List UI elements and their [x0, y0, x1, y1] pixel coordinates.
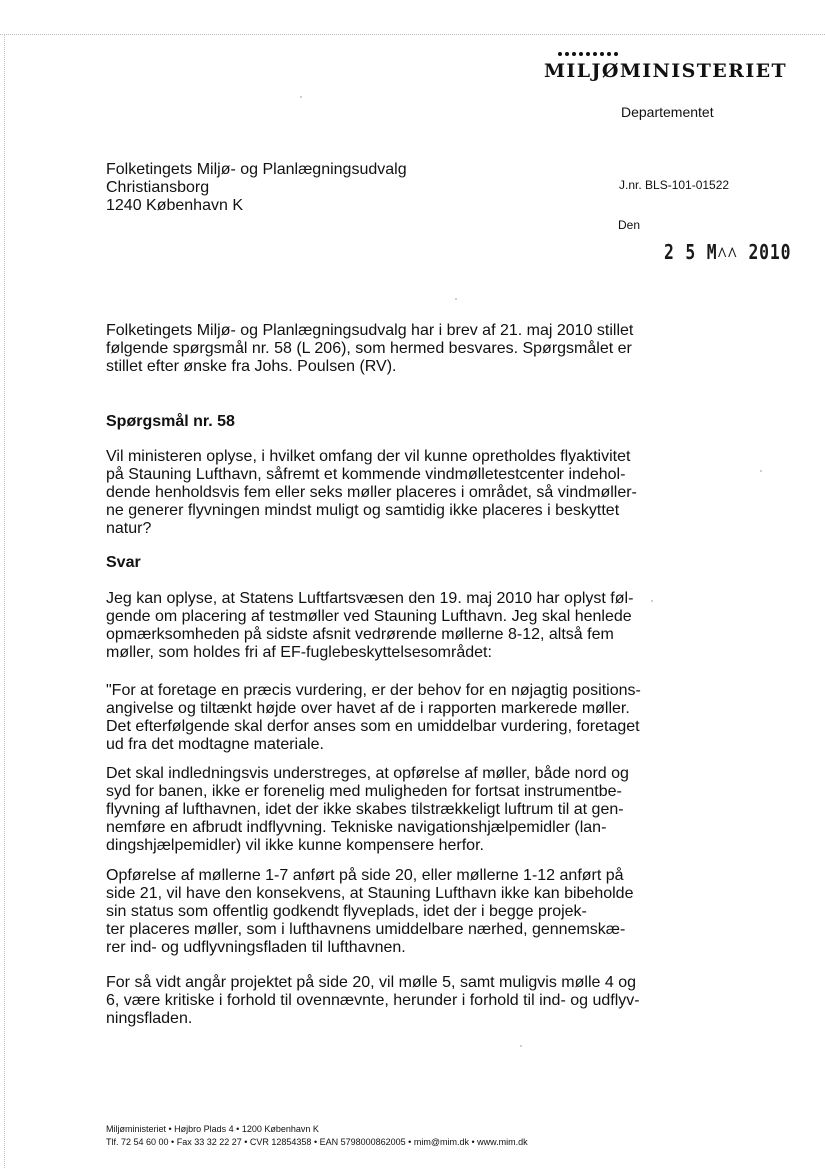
text-line: 6, være kritiske i forhold til ovennævnte, herunder i forhold til ind- og udflyv- — [106, 992, 640, 1009]
answer-paragraph-2 — [106, 682, 641, 754]
text-line: Det skal indledningsvis understreges, at opførelse af møller, både nord og — [106, 765, 629, 782]
answer-paragraph-3 — [106, 765, 629, 855]
answer-paragraph-5 — [106, 974, 640, 1028]
intro-paragraph — [106, 322, 634, 376]
date-stamp: 2 5 M˄˄ 2010 — [664, 240, 792, 264]
text-line: Opførelse af møllerne 1-7 anført på side 20, eller møllerne 1-12 anført på — [106, 867, 624, 884]
text-line: flyvning af lufthavnen, idet der ikke skabes tilstrækkeligt luftrum til at gen- — [106, 801, 624, 818]
text-line: Folketingets Miljø- og Planlægningsudvalg har i brev af 21. maj 2010 stillet — [106, 322, 634, 339]
text-line: ningsfladen. — [106, 1010, 193, 1027]
scan-edge-left — [4, 34, 5, 1168]
text-line: på Stauning Lufthavn, såfremt et kommende vindmølletestcenter indehol- — [106, 466, 626, 483]
date-label: Den — [618, 218, 641, 232]
scan-speck — [651, 600, 653, 602]
text-line: Jeg kan oplyse, at Statens Luftfartsvæsen den 19. maj 2010 har oplyst føl- — [106, 590, 634, 607]
text-line: rer ind- og udflyvningsfladen til lufthavnen. — [106, 939, 406, 956]
text-line: sin status som offentlig godkendt flyveplads, idet der i begge projek- — [106, 903, 587, 920]
journal-number: J.nr. BLS-101-01522 — [619, 178, 730, 192]
letterhead-logo-dots — [558, 52, 628, 58]
text-line: nemføre en afbrudt indflyvning. Tekniske navigationshjælpemidler (lan- — [106, 819, 607, 836]
text-line: ter placeres møller, som i lufthavnens umiddelbare nærhed, gennemskæ- — [106, 921, 626, 938]
text-line: ne generer flyvningen mindst muligt og samtidig ikke placeres i beskyttet — [106, 502, 620, 519]
answer-paragraph-1 — [106, 590, 634, 662]
question-paragraph — [106, 448, 637, 538]
text-line: stillet efter ønske fra Johs. Poulsen (RV). — [106, 358, 397, 375]
text-line: dende henholdsvis fem eller seks møller placeres i området, så vindmøller- — [106, 484, 637, 501]
text-line: dingshjælpemidler) vil ikke kunne kompensere herfor. — [106, 837, 484, 854]
text-line: opmærksomheden på sidste afsnit vedrørende møllerne 8-12, altså fem — [106, 626, 614, 643]
footer-address: Miljøministeriet • Højbro Plads 4 • 1200 København K — [106, 1124, 319, 1134]
scan-speck — [520, 1045, 522, 1047]
recipient-line-2: Christiansborg — [106, 179, 210, 196]
department-name: Departementet — [621, 104, 714, 120]
text-line: side 21, vil have den konsekvens, at Stauning Lufthavn ikke kan bibeholde — [106, 885, 634, 902]
text-line: angivelse og tiltænkt højde over havet af de i rapporten markerede møller. — [106, 700, 630, 717]
ministry-name: MILJØMINISTERIET — [544, 60, 788, 82]
text-line: gende om placering af testmøller ved Stauning Lufthavn. Jeg skal henlede — [106, 608, 632, 625]
answer-paragraph-4 — [106, 867, 634, 957]
scan-speck — [455, 298, 457, 300]
recipient-line-1: Folketingets Miljø- og Planlægningsudvalg — [106, 161, 407, 178]
text-line: "For at foretage en præcis vurdering, er der behov for en nøjagtig positions- — [106, 682, 641, 699]
text-line: natur? — [106, 520, 152, 537]
question-heading: Spørgsmål nr. 58 — [106, 413, 235, 430]
text-line: For så vidt angår projektet på side 20, vil mølle 5, samt muligvis mølle 4 og — [106, 974, 636, 991]
text-line: Vil ministeren oplyse, i hvilket omfang der vil kunne opretholdes flyaktivitet — [106, 448, 631, 465]
footer-contact: Tlf. 72 54 60 00 • Fax 33 32 22 27 • CVR 12854358 • EAN 5798000862005 • mim@mim.dk • www.mim.dk — [106, 1137, 528, 1147]
scan-speck — [760, 470, 762, 472]
text-line: følgende spørgsmål nr. 58 (L 206), som hermed besvares. Spørgsmålet er — [106, 340, 632, 357]
scan-speck — [300, 96, 302, 98]
recipient-line-3: 1240 København K — [106, 197, 243, 214]
text-line: møller, som holdes fri af EF-fuglebeskyttelsesområdet: — [106, 644, 492, 661]
scan-edge-top — [0, 34, 825, 35]
answer-heading: Svar — [106, 554, 141, 571]
text-line: syd for banen, ikke er forenelig med muligheden for fortsat instrumentbe- — [106, 783, 622, 800]
text-line: Det efterfølgende skal derfor anses som en umiddelbar vurdering, foretaget — [106, 718, 640, 735]
text-line: ud fra det modtagne materiale. — [106, 736, 324, 753]
